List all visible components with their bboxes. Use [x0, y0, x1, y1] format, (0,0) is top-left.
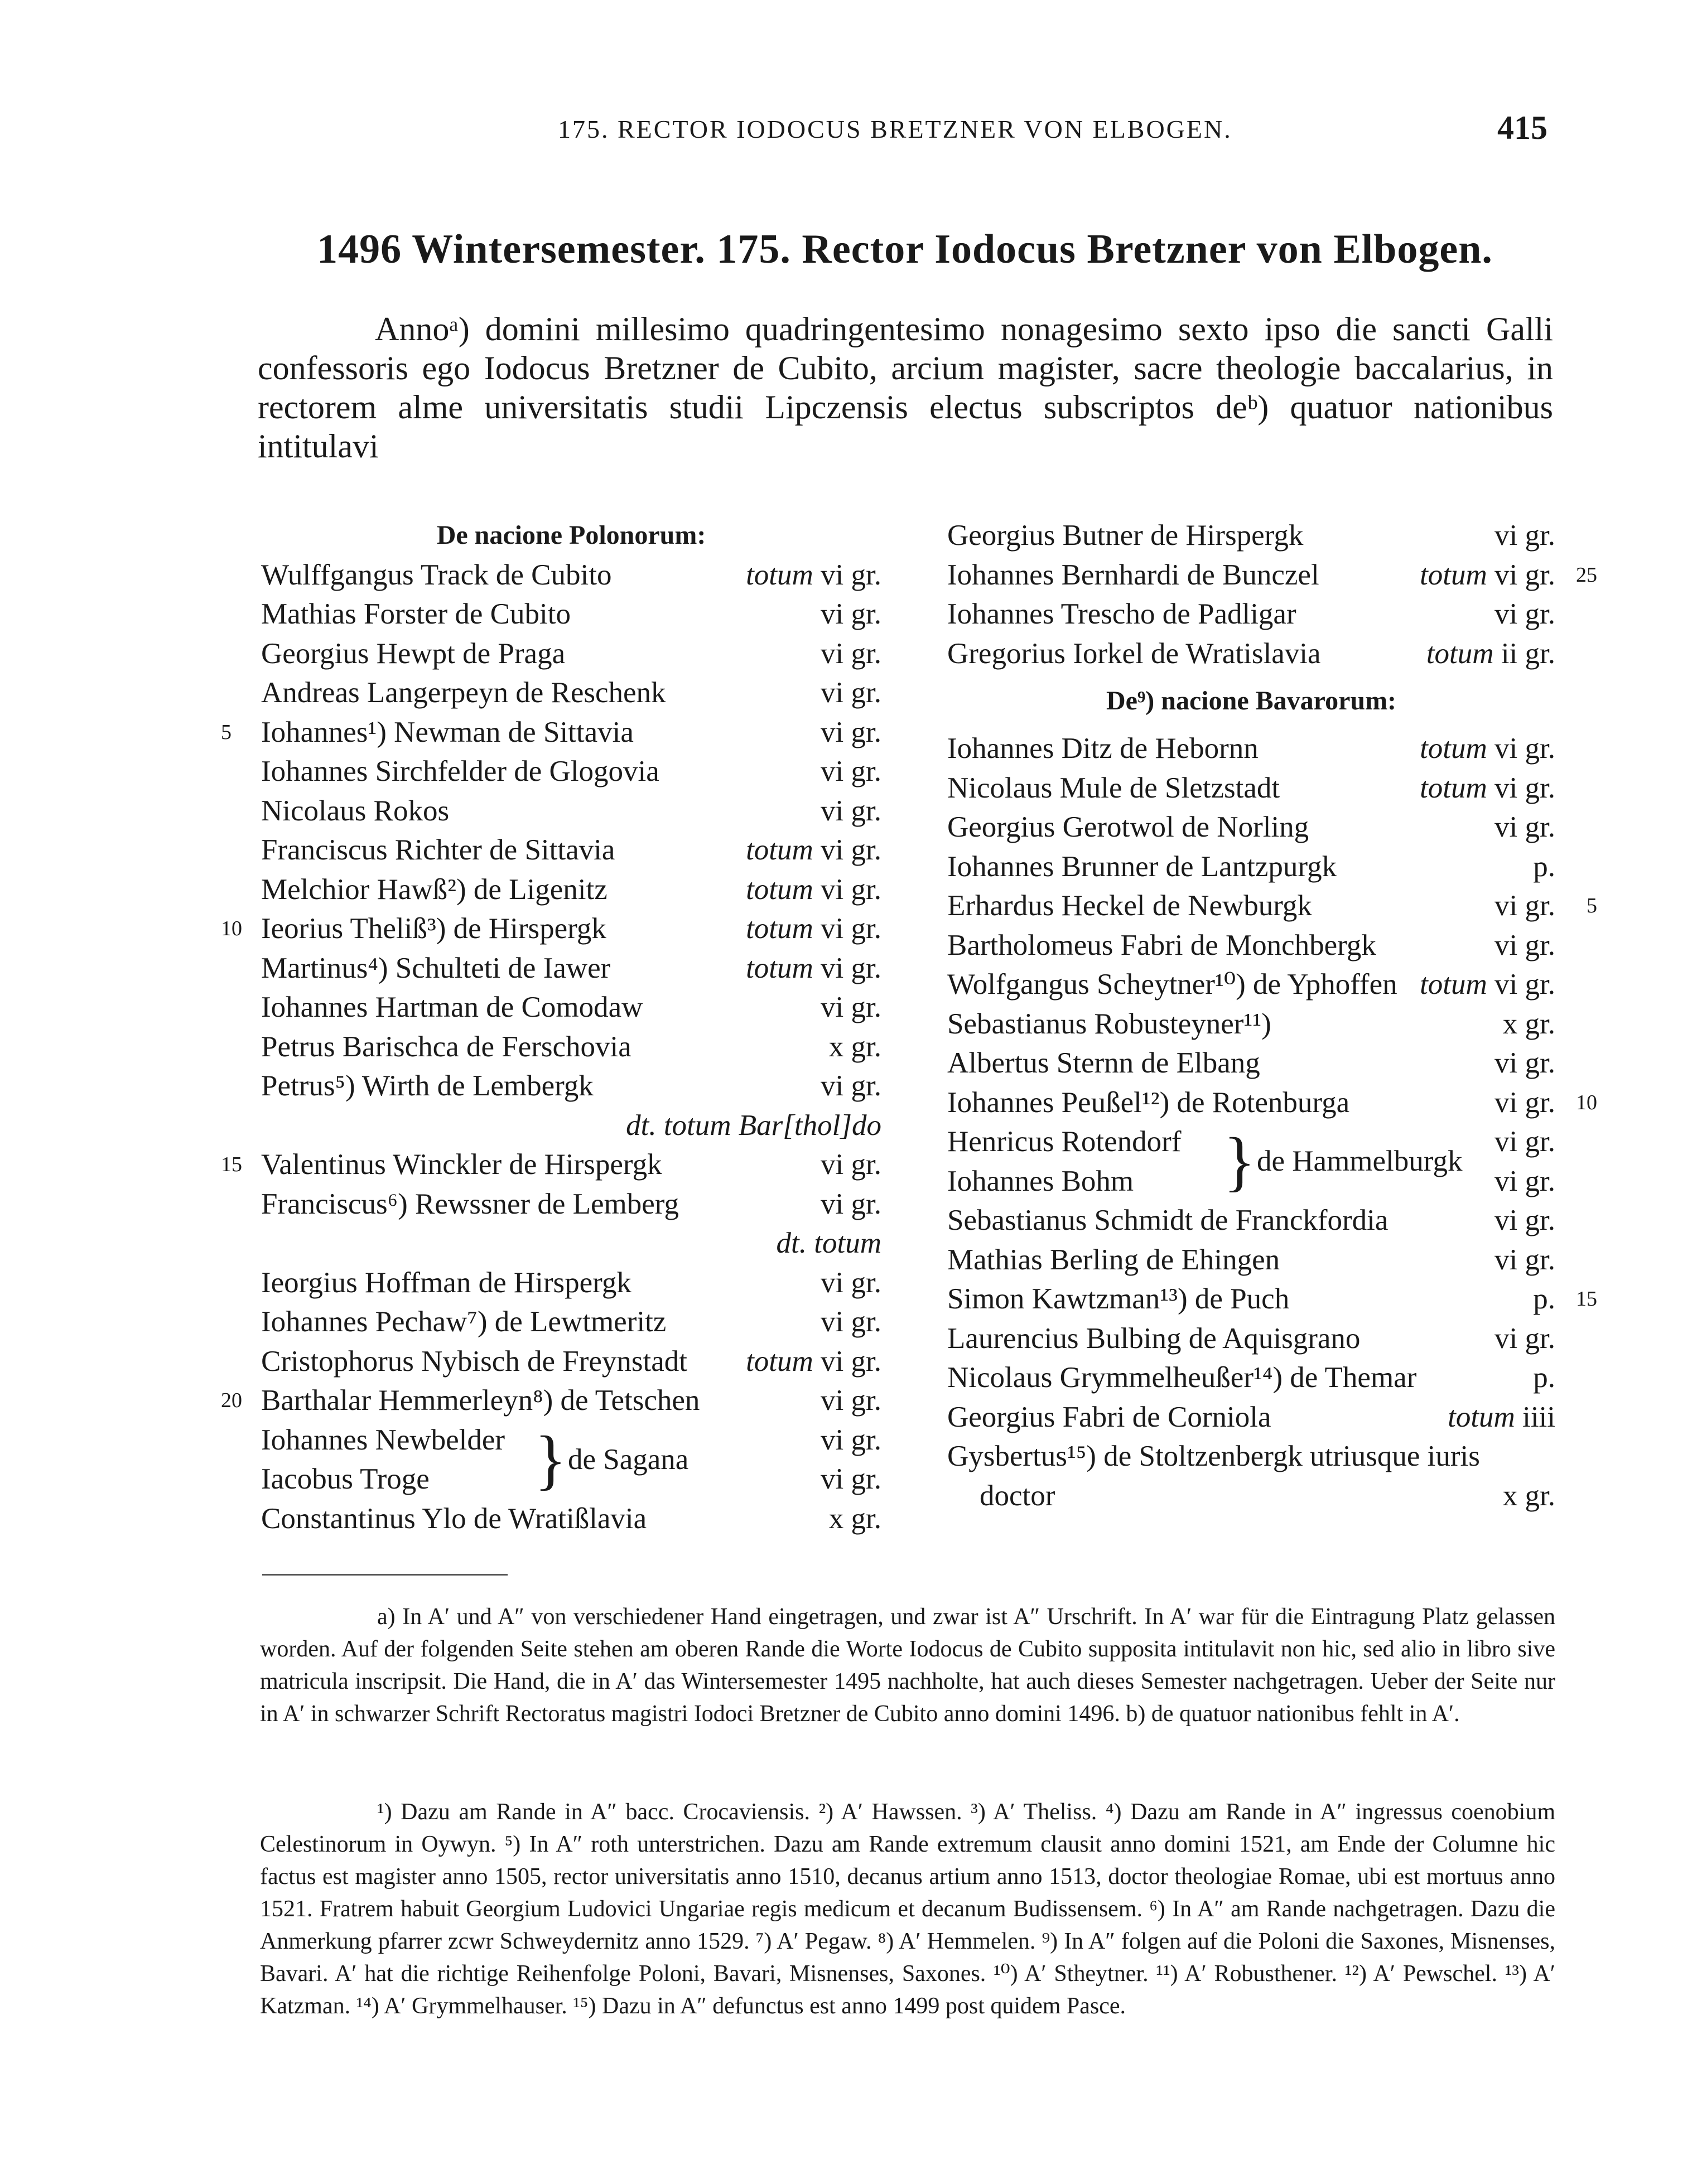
fee-amount: vi gr. [821, 716, 881, 748]
payment-note [261, 1224, 881, 1263]
nation-heading [261, 516, 881, 555]
entry-name: Mathias Berling de Ehingen [947, 1243, 1280, 1276]
table-row [947, 729, 1555, 769]
shared-origin: de Hammelburgk [1257, 1145, 1463, 1177]
entry-name: Iohannes Bernhardi de Bunczel [947, 558, 1319, 591]
fee-note: totum [746, 873, 813, 906]
fee-amount: vi gr. [821, 677, 881, 709]
fee-note: totum [746, 834, 813, 866]
shared-origin: de Sagana [568, 1443, 689, 1476]
fee-amount: vi gr. [1494, 558, 1555, 591]
fee-amount: iiii [1522, 1400, 1555, 1433]
table-row [261, 1302, 881, 1342]
fee-amount: vi gr. [821, 951, 881, 984]
entry-fee [1503, 1004, 1555, 1044]
entry-name: Wulffgangus Track de Cubito [261, 558, 612, 591]
fee-amount: vi gr. [1494, 968, 1555, 1001]
entry-fee [1494, 1083, 1555, 1123]
footnote-numbered [260, 1796, 1555, 2022]
entry-fee [829, 1499, 881, 1539]
fee-note: totum [1420, 968, 1487, 1001]
entry-fee [1494, 808, 1555, 847]
fee-amount: vi gr. [1494, 811, 1555, 843]
fee-amount: vi gr. [821, 873, 881, 906]
table-row [261, 870, 881, 910]
entry-name: Henricus Rotendorf [947, 1125, 1182, 1158]
fee-amount: p. [1533, 1361, 1555, 1394]
entry-name: Barthalar Hemmerleyn⁸) de Tetschen [261, 1384, 700, 1417]
entry-fee [821, 1066, 881, 1106]
entry-name: Georgius Gerotwol de Norling [947, 811, 1309, 843]
entry-name: Iacobus Troge [261, 1463, 430, 1495]
entry-name: Iohannes Sirchfelder de Glogovia [261, 755, 659, 787]
table-row [947, 886, 1597, 926]
fee-amount: vi gr. [1494, 732, 1555, 765]
entry-fee [821, 713, 881, 752]
table-row [261, 1185, 881, 1224]
table-row [221, 713, 881, 752]
fee-note: totum [746, 912, 813, 945]
table-row [947, 516, 1555, 555]
fee-amount: vi gr. [821, 794, 881, 827]
nation-heading-text: De⁹) nacione Bavarorum: [1106, 686, 1397, 716]
fee-amount: vi gr. [1494, 519, 1555, 552]
entry-fee [746, 555, 881, 595]
table-row [947, 555, 1597, 595]
fee-amount: vi gr. [1494, 771, 1555, 804]
entry-name: Sebastianus Schmidt de Franckfordia [947, 1204, 1389, 1236]
fee-amount: x gr. [828, 1502, 881, 1535]
entry-fee [1494, 1201, 1555, 1240]
payment-note-text: dt. totum [776, 1227, 881, 1259]
line-number: 25 [1576, 563, 1597, 587]
entry-fee [1494, 886, 1555, 926]
fee-amount: vi gr. [821, 637, 881, 670]
fee-amount: vi gr. [821, 598, 881, 630]
entry-name: Mathias Forster de Cubito [261, 598, 571, 630]
fee-amount: vi gr. [1494, 1322, 1555, 1355]
line-number: 15 [221, 1153, 242, 1176]
entry-fee [1420, 555, 1555, 595]
fee-amount: vi gr. [821, 1070, 881, 1102]
entry-fee [1494, 1319, 1555, 1359]
table-row [261, 634, 881, 674]
footnote-a-text: a) In A′ und A″ von verschiedener Hand eingetragen, und zwar ist A″ Urschrift. In A′ war für die Eintragung Platz gelassen worden. Auf der folgenden Seite stehen am oberen Rande die Worte Iodocus de Cubito supposita intitulavit non hic, sed alio in libro sive matricula inscripsit. Die Hand, die in A′ das Wintersemester 1495 nachholte, hat auch dieses Semester nachgetragen. Ueber der Seite nur in A′ in schwarzer Schrift Rectoratus magistri Iodoci Bretzner de Cubito anno domini 1496. b) de quatuor nationibus fehlt in A′. [260, 1604, 1555, 1727]
entry-fee: vi gr. [821, 1423, 881, 1456]
entry-name: Franciscus Richter de Sittavia [261, 834, 615, 866]
entry-name: Albertus Sternn de Elbang [947, 1047, 1260, 1079]
fee-note: totum [746, 1345, 813, 1378]
intro-paragraph [258, 310, 1553, 466]
entry-fee [746, 870, 881, 910]
fee-amount: p. [1533, 1283, 1555, 1315]
fee-amount: x gr. [1502, 1479, 1555, 1512]
entry-fee [746, 1342, 881, 1381]
entry-fee [821, 673, 881, 713]
column-left [221, 516, 881, 1538]
entry-name: Bartholomeus Fabri de Monchbergk [947, 929, 1376, 961]
entry-name: Erhardus Heckel de Newburgk [947, 890, 1312, 922]
payment-note [261, 1106, 881, 1146]
line-number: 15 [1576, 1287, 1597, 1311]
entry-fee [1494, 926, 1555, 965]
entry-fee [1533, 847, 1555, 887]
entry-name: Simon Kawtzman¹³) de Puch [947, 1283, 1290, 1315]
table-row [947, 1358, 1555, 1398]
entry-fee [746, 830, 881, 870]
entry-fee [1494, 1043, 1555, 1083]
table-row [221, 909, 881, 949]
entry-name: Iohannes Pechaw⁷) de Lewtmeritz [261, 1306, 667, 1338]
fee-amount: vi gr. [1494, 1086, 1555, 1119]
entry-fee [829, 1027, 881, 1067]
nation-heading-text: De nacione Polonorum: [436, 520, 706, 550]
line-number: 10 [221, 917, 242, 940]
entry-name: Wolfgangus Scheytner¹⁰) de Yphoffen [947, 968, 1397, 1001]
fee-amount: vi gr. [1494, 1204, 1555, 1236]
matriculation-columns [0, 516, 1697, 1548]
table-row [947, 595, 1555, 634]
nation-heading [947, 673, 1555, 729]
entry-name: Nicolaus Grymmelheußer¹⁴) de Themar [947, 1361, 1417, 1394]
entry-name: Iohannes Trescho de Padligar [947, 598, 1296, 630]
entry-fee [821, 988, 881, 1027]
line-number: 5 [221, 720, 232, 744]
fee-amount: vi gr. [1494, 1243, 1555, 1276]
table-row [261, 1263, 881, 1303]
fee-amount: p. [1533, 850, 1555, 883]
fee-amount: vi gr. [821, 1148, 881, 1181]
fee-amount: vi gr. [1494, 929, 1555, 961]
fee-amount: vi gr. [821, 1345, 881, 1378]
fee-amount: vi gr. [821, 1384, 881, 1417]
entry-fee [1420, 729, 1555, 769]
table-row [261, 1027, 881, 1067]
table-row [221, 1381, 881, 1420]
entry-name: Martinus⁴) Schulteti de Iawer [261, 951, 611, 984]
entry-name: Georgius Hewpt de Praga [261, 637, 566, 670]
entry-name: Petrus⁵) Wirth de Lembergk [261, 1070, 594, 1102]
entry-fee: vi gr. [821, 1463, 881, 1495]
table-row [947, 847, 1555, 887]
entry-fee [821, 752, 881, 791]
entry-name: Melchior Hawß²) de Ligenitz [261, 873, 608, 906]
entry-name: Ieorgius Hoffman de Hirspergk [261, 1266, 631, 1299]
fee-note: totum [1420, 771, 1487, 804]
entry-fee [1503, 1476, 1555, 1516]
fee-amount: vi gr. [1494, 598, 1555, 630]
brace-glyph: } [534, 1422, 567, 1496]
entry-name: Sebastianus Robusteyner¹¹) [947, 1007, 1271, 1040]
entry-name: Cristophorus Nybisch de Freynstadt [261, 1345, 688, 1378]
fee-note: totum [746, 951, 813, 984]
entry-name: doctor [980, 1479, 1055, 1512]
table-row [947, 1201, 1555, 1240]
entry-name: Iohannes Hartman de Comodaw [261, 991, 643, 1023]
table-row [947, 1043, 1555, 1083]
entry-fee [1533, 1358, 1555, 1398]
entry-fee [821, 1263, 881, 1303]
table-row [947, 769, 1555, 808]
entry-fee [821, 1381, 881, 1420]
fee-amount: ii gr. [1501, 637, 1555, 670]
fee-amount: x gr. [1502, 1007, 1555, 1040]
entry-name: Iohannes Bohm [947, 1165, 1134, 1197]
fee-amount: vi gr. [821, 1187, 881, 1220]
entry-name: Iohannes Brunner de Lantzpurgk [947, 850, 1337, 883]
table-row [947, 1319, 1555, 1359]
entry-fee [1494, 516, 1555, 555]
braced-pair [947, 1122, 1555, 1201]
entry-name: Iohannes Newbelder [261, 1423, 505, 1456]
entry-name: Nicolaus Rokos [261, 794, 450, 827]
table-row [947, 634, 1555, 674]
entry-fee [746, 909, 881, 949]
fee-note: totum [1420, 558, 1487, 591]
entry-name: Iohannes Peußel¹²) de Rotenburga [947, 1086, 1350, 1119]
fee-amount: vi gr. [821, 991, 881, 1023]
entry-name: Constantinus Ylo de Wratißlavia [261, 1502, 647, 1535]
table-row [261, 595, 881, 634]
entry-name: Iohannes¹) Newman de Sittavia [261, 716, 634, 748]
fee-amount: x gr. [828, 1030, 881, 1063]
footnote-numbered-text: ¹) Dazu am Rande in A″ bacc. Crocaviensis. ²) A′ Hawssen. ³) A′ Theliss. ⁴) Dazu am Rande in A″ ingressus coenobium Celestinorum in Oywyn. ⁵) In A″ roth unterstrichen. Dazu am Rande extremum clausit anno domini 1521, am Ende der Columne hic factus est magister anno 1505, rector universitatis anno 1510, decanus artium anno 1513, doctor theologiae Romae, ubi est mortuus anno 1521. Fratrem habuit Georgium Ludovici Ungariae regis medicum et decanum Budissensem. ⁶) In A″ am Rande nachgetragen. Dazu die Anmerkung pfarrer zcwr Schweydernitz anno 1529. ⁷) A′ Pegaw. ⁸) A′ Hemmelen. ⁹) In A″ folgen auf die Poloni die Saxones, Misnenses, Bavari. A′ hat die richtige Reihenfolge Poloni, Bavari, Misnenses, Saxones. ¹⁰) A′ Stheytner. ¹¹) A′ Robusthener. ¹²) A′ Pewschel. ¹³) A′ Katzman. ¹⁴) A′ Grymmelhauser. ¹⁵) Dazu in A″ defunctus est anno 1499 post quidem Pasce. [260, 1799, 1555, 2019]
line-number: 5 [1587, 894, 1597, 917]
entry-fee [1420, 769, 1555, 808]
fee-amount: vi gr. [1494, 890, 1555, 922]
table-row [261, 1342, 881, 1381]
entry-fee [821, 595, 881, 634]
table-row [947, 1437, 1555, 1476]
fee-amount: vi gr. [821, 834, 881, 866]
entry-name: Gysbertus¹⁵) de Stoltzenbergk utriusque iuris [947, 1440, 1480, 1472]
entry-name: Ieorius Theliß³) de Hirspergk [261, 912, 606, 945]
entry-fee: vi gr. [1494, 1125, 1555, 1158]
entry-fee [1494, 1240, 1555, 1280]
fee-amount: vi gr. [821, 912, 881, 945]
footnote-lettered [260, 1601, 1555, 1730]
section-title: 1496 Wintersemester. 175. Rector Iodocus Bretzner von Elbogen. [317, 226, 1493, 272]
fee-amount: vi gr. [821, 1266, 881, 1299]
table-row [947, 1004, 1555, 1044]
running-header: 175. RECTOR IODOCUS BRETZNER VON ELBOGEN. [558, 115, 1232, 143]
table-row [261, 791, 881, 831]
entry-name: Nicolaus Mule de Sletzstadt [947, 771, 1280, 804]
fee-amount: vi gr. [821, 558, 881, 591]
fee-amount: vi gr. [821, 1306, 881, 1338]
table-row [221, 1145, 881, 1185]
table-row [947, 965, 1555, 1004]
line-number: 20 [221, 1389, 242, 1412]
braced-pair [261, 1420, 881, 1499]
table-row [947, 926, 1555, 965]
table-row [947, 808, 1555, 847]
fee-note: totum [1426, 637, 1494, 670]
entry-fee [821, 1185, 881, 1224]
intro-text: Annoᵃ) domini millesimo quadringentesimo nonagesimo sexto ipso die sancti Galli confessoris ego Iodocus Bretzner de Cubito, arcium magister, sacre theologie baccalarius, in rectorem alme universitatis studii Lipczensis electus subscriptos deᵇ) quatuor nationibus intitulavi [258, 311, 1553, 465]
entry-fee [821, 791, 881, 831]
entry-name: Valentinus Winckler de Hirspergk [261, 1148, 662, 1181]
entry-fee: vi gr. [1494, 1165, 1555, 1197]
fee-note: totum [1448, 1400, 1515, 1433]
table-row [261, 673, 881, 713]
footnote-rule [262, 1574, 508, 1576]
line-number: 10 [1576, 1090, 1597, 1114]
entry-name: Franciscus⁶) Rewssner de Lemberg [261, 1187, 679, 1220]
fee-amount: vi gr. [1494, 1047, 1555, 1079]
table-row [261, 1499, 881, 1539]
entry-fee [821, 1302, 881, 1342]
payment-note-text: dt. totum Bar[thol]do [626, 1109, 881, 1142]
table-row [947, 1476, 1555, 1516]
page-number: 415 [1497, 109, 1547, 146]
table-row [947, 1398, 1555, 1437]
entry-fee [1448, 1398, 1555, 1437]
entry-name: Georgius Fabri de Corniola [947, 1400, 1271, 1433]
table-row [261, 555, 881, 595]
brace-glyph: } [1223, 1124, 1256, 1198]
fee-note: totum [1420, 732, 1487, 765]
table-row [947, 1240, 1555, 1280]
table-row [261, 752, 881, 791]
table-row [947, 1083, 1597, 1123]
entry-name: Georgius Butner de Hirspergk [947, 519, 1304, 552]
entry-fee [1426, 634, 1555, 674]
entry-fee [821, 1145, 881, 1185]
entry-name: Andreas Langerpeyn de Reschenk [261, 677, 666, 709]
fee-amount: vi gr. [821, 755, 881, 787]
table-row [261, 988, 881, 1027]
entry-fee [1533, 1279, 1555, 1319]
column-right [947, 516, 1597, 1515]
fee-note: totum [746, 558, 813, 591]
entry-fee [1494, 595, 1555, 634]
entry-name: Gregorius Iorkel de Wratislavia [947, 637, 1321, 670]
entry-fee [746, 949, 881, 988]
table-row [261, 949, 881, 988]
entry-name: Iohannes Ditz de Hebornn [947, 732, 1259, 765]
table-row [947, 1279, 1597, 1319]
entry-name: Laurencius Bulbing de Aquisgrano [947, 1322, 1361, 1355]
entry-name: Petrus Barischca de Ferschovia [261, 1030, 631, 1063]
table-row [261, 1066, 881, 1106]
entry-fee [1420, 965, 1555, 1004]
entry-fee [821, 634, 881, 674]
table-row [261, 830, 881, 870]
